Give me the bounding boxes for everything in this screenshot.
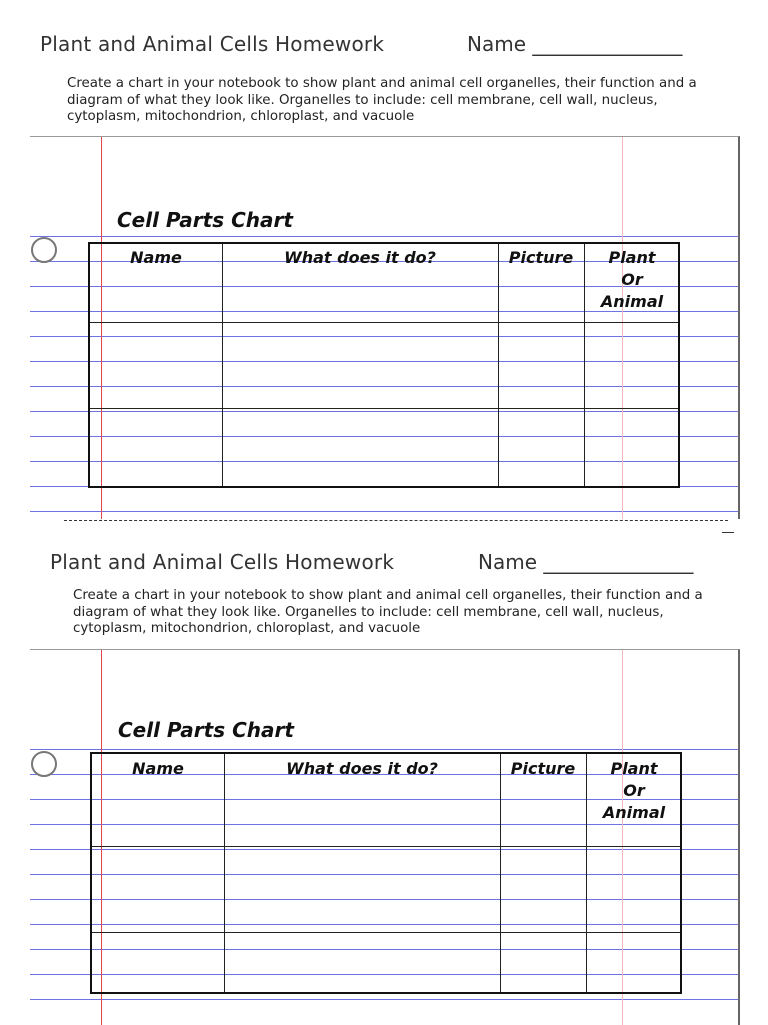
binder-hole-icon [31, 751, 57, 777]
header-function: What does it do? [284, 248, 436, 267]
header-or-line: Or [621, 270, 643, 289]
header-picture: Picture [510, 759, 576, 778]
student-name-field: Name _______________ [467, 32, 683, 56]
table-divider [500, 754, 501, 992]
instructions-text: Create a chart in your notebook to show plant and animal cell organelles, their function and a diagram of what they look like. Organelles to include: cell membrane, cell wall, nucleus, cytoplasm, mitochondrion, chloroplast, and vacuole [73, 588, 703, 636]
header-or-line: Or [623, 781, 645, 800]
student-name-field: Name _______________ [478, 550, 694, 574]
binder-hole-icon [31, 237, 57, 263]
chart-title: Cell Parts Chart [117, 208, 293, 232]
header-picture: Picture [508, 248, 574, 267]
cell-parts-table [90, 752, 682, 994]
table-row-divider [90, 322, 678, 323]
header-function: What does it do? [286, 759, 438, 778]
header-name: Name [132, 759, 184, 778]
table-row-divider [92, 932, 680, 933]
rule-line [30, 236, 738, 237]
worksheet-section-2 [0, 510, 768, 1024]
header-plant-or-animal [586, 758, 682, 824]
table-row-divider [92, 846, 680, 847]
header-plant-or-animal [584, 247, 680, 313]
chart-title: Cell Parts Chart [118, 718, 294, 742]
header-animal-line: Animal [602, 803, 666, 822]
cell-parts-table [88, 242, 680, 488]
header-name: Name [130, 248, 182, 267]
instructions-text: Create a chart in your notebook to show plant and animal cell organelles, their function and a diagram of what they look like. Organelles to include: cell membrane, cell wall, nucleus, cytoplasm, mitochondrion, chloroplast, and vacuole [67, 76, 697, 124]
header-animal-line: Animal [600, 292, 664, 311]
table-divider [224, 754, 225, 992]
table-row-divider [90, 408, 678, 409]
rule-line [30, 999, 738, 1000]
rule-line [30, 749, 738, 750]
worksheet-title: Plant and Animal Cells Homework [50, 550, 395, 574]
header-plant-line: Plant [610, 759, 658, 778]
table-divider [498, 244, 499, 486]
header-plant-line: Plant [608, 248, 656, 267]
worksheet-title: Plant and Animal Cells Homework [40, 32, 385, 56]
table-divider [222, 244, 223, 486]
